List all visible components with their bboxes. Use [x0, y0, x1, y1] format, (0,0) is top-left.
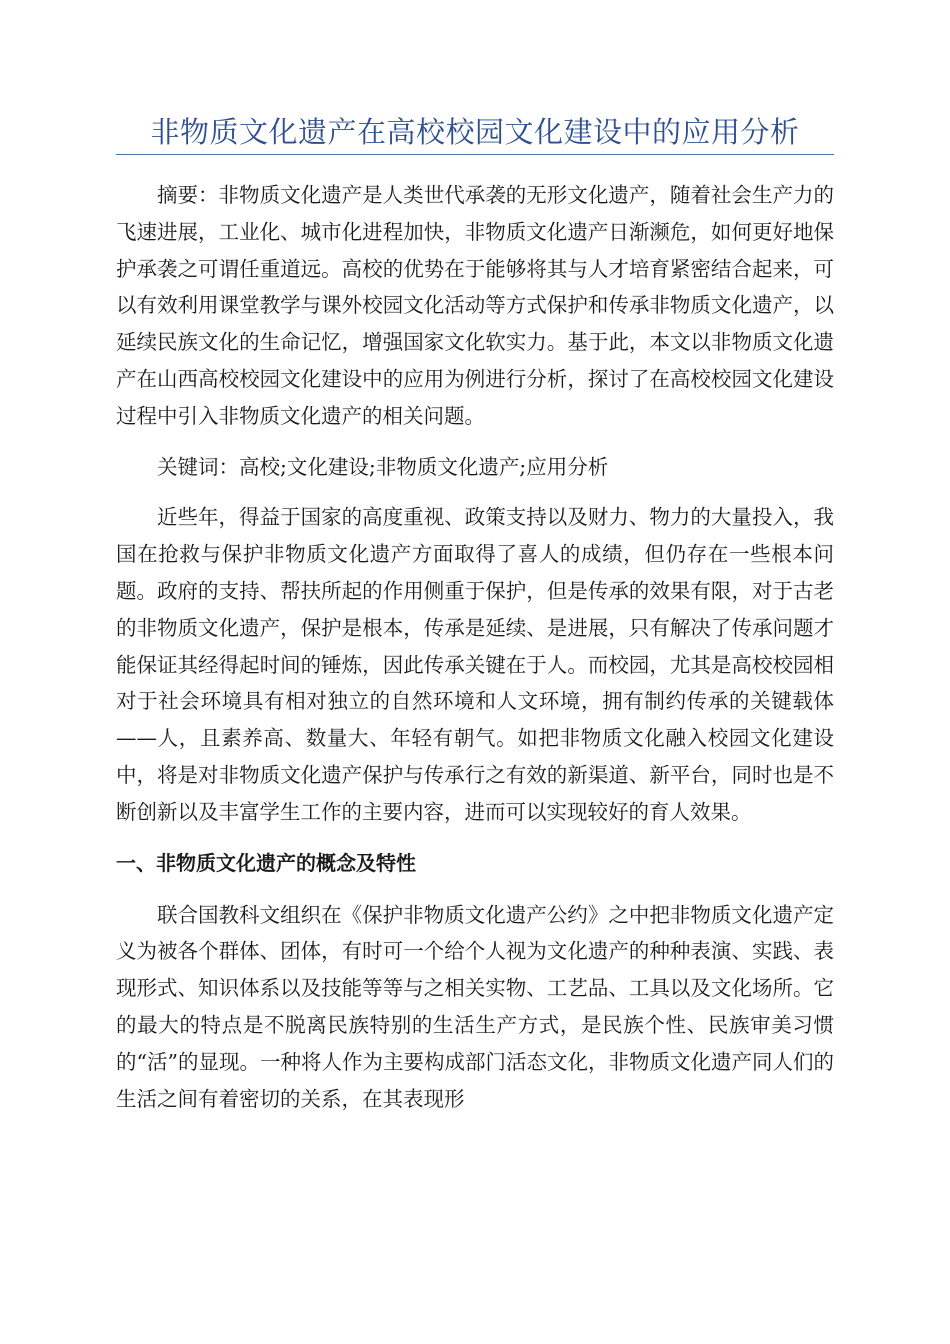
keywords-paragraph: 关键词：高校;文化建设;非物质文化遗产;应用分析: [157, 454, 609, 479]
abstract-paragraph: 摘要：非物质文化遗产是人类世代承袭的无形文化遗产，随着社会生产力的飞速进展，工业化、城市化进程加快，非物质文化遗产日渐濒危，如何更好地保护承袭之可谓任重道远。高校的优势在于能够将其与人才培育紧密结合起来，可以有效利用课堂教学与课外校园文化活动等方式保护和传承非物质文化遗产，以延续民族文化的生命记忆，增强国家文化软实力。基于此，本文以非物质文化遗产在山西高校校园文化建设中的应用为例进行分析，探讨了在高校校园文化建设过程中引入非物质文化遗产的相关问题。: [116, 183, 834, 428]
document-title: 非物质文化遗产在高校校园文化建设中的应用分析: [116, 112, 834, 155]
section-heading: 一、非物质文化遗产的概念及特性: [116, 850, 416, 875]
section-paragraph: 联合国教科文组织在《保护非物质文化遗产公约》之中把非物质文化遗产定义为被各个群体、团体，有时可一个给个人视为文化遗产的种种表演、实践、表现形式、知识体系以及技能等等与之相关实物、工艺品、工具以及文化场所。它的最大的特点是不脱离民族特别的生活生产方式，是民族个性、民族审美习惯的“活”的显现。一种将人作为主要构成部门活态文化，非物质文化遗产同人们的生活之间有着密切的关系，在其表现形: [116, 902, 834, 1111]
document-page: [116, 112, 834, 1131]
intro-paragraph: 近些年，得益于国家的高度重视、政策支持以及财力、物力的大量投入，我国在抢救与保护非物质文化遗产方面取得了喜人的成绩，但仍存在一些根本问题。政府的支持、帮扶所起的作用侧重于保护，但是传承的效果有限，对于古老的非物质文化遗产，保护是根本，传承是延续、是进展，只有解决了传承问题才能保证其经得起时间的锤炼，因此传承关键在于人。而校园，尤其是高校校园相对于社会环境具有相对独立的自然环境和人文环境，拥有制约传承的关键载体——人，且素养高、数量大、年轻有朝气。如把非物质文化融入校园文化建设中，将是对非物质文化遗产保护与传承行之有效的新渠道、新平台，同时也是不断创新以及丰富学生工作的主要内容，进而可以实现较好的育人效果。: [116, 505, 834, 824]
